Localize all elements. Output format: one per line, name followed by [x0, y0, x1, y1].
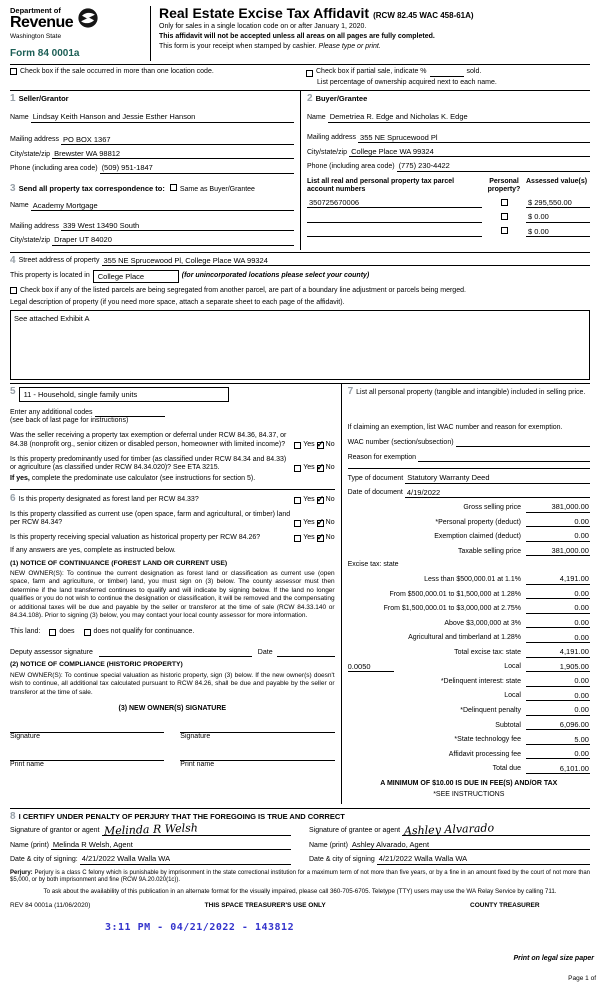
seller-address-label: Mailing address	[10, 136, 60, 144]
tax-label: Total excise tax: state	[454, 648, 521, 656]
tax-row-agricultural	[348, 633, 590, 643]
tax-value-input[interactable]: 381,000.00	[526, 546, 590, 556]
exemption-deferral-question	[10, 432, 335, 450]
tax-label: Gross selling price	[463, 503, 521, 511]
multi-location-checkbox[interactable]	[10, 68, 17, 75]
seller-column	[10, 91, 300, 249]
tax-row-processing-fee	[348, 749, 590, 759]
current-use-yes-checkbox[interactable]	[294, 520, 301, 527]
certify-statement: I CERTIFY UNDER PENALTY OF PERJURY THAT THE FOREGOING IS TRUE AND CORRECT	[18, 811, 345, 821]
tax-row-exemption-deduct	[348, 531, 590, 541]
treasurer-space-label: THIS SPACE TREASURER'S USE ONLY	[204, 902, 326, 910]
tax-value-input[interactable]: 0.00	[526, 749, 590, 759]
segregated-label: Check box if any of the listed parcels are being segregated from another parcel, are part of a boundary line adjustment or parcels being merged.	[20, 287, 466, 295]
tax-label: Taxable selling price	[457, 547, 521, 555]
notice-compliance-title: (2) NOTICE OF COMPLIANCE (HISTORIC PROPERTY)	[10, 661, 183, 669]
if-yes-note	[10, 475, 335, 484]
footer-bar	[10, 902, 590, 910]
yes-label: Yes	[303, 440, 315, 448]
buyer-csz-label: City/state/zip	[307, 148, 348, 156]
grantor-print-name-input[interactable]: Melinda R Welsh, Agent	[51, 840, 291, 850]
section-4-number: 4	[10, 255, 16, 267]
tax-row-technology-fee	[348, 735, 590, 745]
partial-sale-checkbox[interactable]	[306, 70, 313, 77]
tax-label: From $1,500,000.01 to $3,000,000 at 2.75%	[383, 605, 521, 613]
agency-state-label: Washington State	[10, 33, 62, 41]
if-yes-bold: If yes,	[10, 475, 30, 483]
buyer-name-input[interactable]: Demetriea R. Edge and Nicholas K. Edge	[328, 112, 590, 122]
tax-row-delinquent-interest-state	[348, 676, 590, 686]
tax-value-input[interactable]: 0.00	[526, 633, 590, 643]
minimum-due-note: A MINIMUM OF $10.00 IS DUE IN FEE(S) AND/OR TAX	[380, 780, 558, 788]
seller-phone-label: Phone (including area code)	[10, 165, 98, 173]
owner-signature-lines	[10, 724, 335, 742]
grantor-date-city-input[interactable]: 4/21/2022 Walla Walla WA	[80, 854, 291, 864]
deputy-assessor-label: Deputy assessor signature	[10, 648, 93, 656]
document-type-input[interactable]: Statutory Warranty Deed	[405, 473, 590, 483]
no-label: No	[325, 440, 335, 448]
buyer-address-input[interactable]: 355 NE Sprucewood Pl	[358, 133, 590, 143]
tax-row-tier1	[348, 574, 590, 584]
exemption-deferral-question-text: Was the seller receiving a property tax exemption or deferral under RCW 84.36, 84.37, or 84.38 (nonprofit org., senior citizen or disabled person, homeowner with limited income)?	[10, 432, 287, 448]
yes-label: Yes	[303, 534, 315, 542]
tax-row-delinquent-penalty	[348, 705, 590, 715]
deputy-assessor-row	[10, 648, 335, 657]
timber-agriculture-question-text: Is this property predominantly used for timber (as classified under RCW 84.34 and 84.33) or agriculture (as classified under RCW 84.34.020)? See ETA 3215.	[10, 455, 287, 472]
header-note-3-emphasis: Please type or print.	[318, 43, 381, 50]
parcel-row	[307, 227, 590, 237]
revenue-logo-icon	[77, 7, 99, 29]
grantee-signature-script: Ashley Alvarado	[403, 820, 495, 838]
parcel-table-header	[307, 178, 590, 194]
perjury-notice	[10, 870, 590, 886]
street-address-label: Street address of property	[18, 257, 100, 265]
correspondence-csz-label: City/state/zip	[10, 236, 51, 244]
excise-tax-state-subhead	[348, 561, 590, 570]
grantor-signature-script: Melinda R Welsh	[103, 820, 198, 838]
section-2-title: Buyer/Grantee	[315, 94, 368, 104]
personal-property-list-label: List all personal property (tangible and intangible) included in selling price.	[356, 388, 586, 396]
section-5	[10, 387, 335, 484]
cashier-stamp: 3:11 PM - 04/21/2022 - 143812	[105, 922, 295, 934]
tax-label: Total due	[492, 765, 521, 773]
tax-label: Excise tax: state	[347, 561, 399, 569]
section-5-number: 5	[10, 385, 16, 397]
tax-row-tier3	[348, 603, 590, 613]
parcel-number-input[interactable]: 350725670006	[307, 198, 482, 208]
section-8	[10, 808, 590, 865]
owner-signature-input[interactable]	[10, 724, 164, 733]
grantor-print-name-label: Name (print)	[10, 841, 49, 849]
tax-label: *Personal property (deduct)	[435, 518, 521, 526]
grantor-signature-block	[10, 820, 291, 865]
same-as-buyer-checkbox[interactable]	[170, 184, 177, 191]
parties-region	[10, 91, 590, 249]
personal-property-header: Personal property?	[487, 177, 521, 193]
agency-block	[10, 6, 150, 61]
forest-land-question-text: Is this property designated as forest land per RCW 84.33?	[18, 495, 199, 503]
page-number: Page 1 of	[568, 974, 596, 982]
tax-label: Exemption claimed (deduct)	[434, 533, 521, 541]
section-6-number: 6	[10, 492, 16, 504]
tax-row-delinquent-interest-local	[348, 691, 590, 701]
grantee-signature-label: Signature of grantee or agent	[309, 827, 401, 835]
seller-phone-input[interactable]: (509) 951-1847	[100, 163, 294, 173]
signature-label: Signature	[10, 732, 40, 740]
tax-label: Subtotal	[495, 721, 521, 729]
print-legal-size-note: Print on legal size paper	[513, 955, 594, 963]
owner-print-name-lines	[10, 752, 335, 770]
form-number: Form 84 0001a	[10, 48, 80, 60]
tax-row-gross	[348, 502, 590, 512]
personal-property-checkbox[interactable]	[501, 213, 508, 220]
county-treasurer-label: COUNTY TREASURER	[470, 902, 540, 910]
owner-signature-input[interactable]	[180, 724, 334, 733]
grantor-signature-input[interactable]	[102, 820, 291, 838]
document-date-input[interactable]: 4/19/2022	[405, 488, 590, 498]
additional-codes-label: Enter any additional codes	[10, 408, 93, 416]
no-label: No	[325, 495, 335, 503]
located-in-label: This property is located in	[10, 272, 90, 280]
document-date-label: Date of document	[347, 489, 403, 497]
tax-label: Affidavit processing fee	[448, 750, 521, 758]
parcel-number-input[interactable]	[307, 214, 482, 223]
header-note-1: Only for sales in a single location code on or after January 1, 2020.	[159, 22, 367, 30]
tax-value-input[interactable]: 6,096.00	[526, 720, 590, 730]
additional-codes-note: (see back of last page for instructions)	[10, 417, 129, 425]
no-label: No	[325, 464, 335, 472]
see-instructions-note: *SEE INSTRUCTIONS	[433, 790, 505, 798]
correspondence-name-input[interactable]: Academy Mortgage	[31, 201, 294, 211]
header-note-3	[159, 43, 590, 52]
grantor-signature-label: Signature of grantor or agent	[10, 827, 100, 835]
exemption-deferral-yes-checkbox[interactable]	[294, 442, 301, 449]
partial-sale-percent-input[interactable]	[430, 69, 464, 77]
grantee-print-name-label: Name (print)	[309, 841, 348, 849]
section-8-number: 8	[10, 810, 16, 822]
seller-name-input[interactable]: Lindsay Keith Hanson and Jessie Esther Hanson	[31, 112, 294, 122]
tax-label: *Delinquent penalty	[460, 707, 521, 715]
if-yes-rest: complete the predominate use calculator (see instructions for section 5).	[31, 475, 256, 483]
tax-label: *Delinquent interest: state	[440, 677, 521, 685]
does-label: does	[59, 627, 75, 635]
does-not-label: does not qualify for continuance.	[93, 627, 195, 635]
right-column	[341, 384, 590, 804]
legal-description-input[interactable]: See attached Exhibit A	[10, 310, 590, 380]
exemption-deferral-no-checkbox[interactable]	[317, 442, 324, 449]
no-label: No	[325, 534, 335, 542]
buyer-address-label: Mailing address	[307, 134, 357, 142]
yes-label: Yes	[303, 464, 315, 472]
timber-agriculture-yes-checkbox[interactable]	[294, 465, 301, 472]
tax-value-input[interactable]: 4,191.00	[526, 574, 590, 584]
timber-agriculture-no-checkbox[interactable]	[317, 465, 324, 472]
this-land-label: This land:	[10, 627, 41, 635]
deputy-assessor-signature-input[interactable]	[99, 648, 252, 657]
owner-print-name-input[interactable]	[10, 752, 164, 761]
timber-agriculture-question	[10, 456, 335, 474]
historic-no-checkbox[interactable]	[317, 535, 324, 542]
correspondence-csz-input[interactable]: Draper UT 84020	[52, 235, 294, 245]
exemption-reason-input[interactable]	[418, 453, 590, 462]
correspondence-address-input[interactable]: 339 West 13490 South	[61, 221, 294, 231]
personal-property-list-input[interactable]	[348, 398, 590, 424]
answers-yes-note: If any answers are yes, complete as instructed below.	[10, 546, 176, 554]
segregated-checkbox[interactable]	[10, 287, 17, 294]
tax-computation	[348, 468, 590, 799]
top-checkbox-row	[10, 65, 590, 92]
section-2-number: 2	[307, 93, 313, 105]
notice-continuance-title: (1) NOTICE OF CONTINUANCE (FOREST LAND OR CURRENT USE)	[10, 559, 228, 567]
historic-yes-checkbox[interactable]	[294, 535, 301, 542]
document-type-label: Type of document	[347, 475, 404, 483]
rev-number: REV 84 0001a (11/06/2020)	[10, 902, 91, 910]
tax-label: Agricultural and timberland at 1.28%	[408, 634, 521, 642]
correspondence-name-label: Name	[10, 202, 29, 210]
owner-print-name-input[interactable]	[180, 752, 334, 761]
multi-location-label: Check box if the sale occurred in more than one location code.	[20, 67, 214, 75]
tax-value-input[interactable]: 6,101.00	[526, 764, 590, 774]
tax-label: Less than $500,000.01 at 1.1%	[424, 575, 521, 583]
street-address-input[interactable]: 355 NE Sprucewood Pl, College Place WA 99324	[102, 256, 591, 266]
deputy-date-label: Date	[257, 648, 273, 656]
no-label: No	[325, 519, 335, 527]
section-3-header	[10, 184, 294, 195]
grantee-date-city-input[interactable]: 4/21/2022 Walla Walla WA	[377, 854, 590, 864]
yes-label: Yes	[303, 495, 315, 503]
form-title-rcw: (RCW 82.45 WAC 458-61A)	[373, 11, 474, 20]
grantee-signature-input[interactable]	[402, 820, 590, 838]
agency-dept-of-label: Department of	[10, 6, 61, 15]
section-7-number: 7	[347, 385, 354, 397]
tax-row-total-due	[348, 764, 590, 774]
parcel-number-input[interactable]	[307, 228, 482, 237]
forest-land-question	[10, 494, 335, 505]
tax-label: Above $3,000,000 at 3%	[444, 619, 521, 627]
tax-row-total-state	[348, 647, 590, 657]
section-1-number: 1	[10, 93, 16, 105]
same-as-buyer-label: Same as Buyer/Grantee	[179, 185, 255, 193]
current-use-no-checkbox[interactable]	[317, 520, 324, 527]
header-note-3-text: This form is your receipt when stamped by cashier.	[159, 43, 317, 50]
tax-row-local	[348, 662, 590, 672]
tax-row-taxable	[348, 546, 590, 556]
parcel-numbers-header: List all real and personal property tax parcel account numbers	[307, 177, 455, 193]
land-does-not-checkbox[interactable]	[84, 629, 91, 636]
partial-sale-label: Check box if partial sale, indicate %	[316, 67, 427, 75]
forest-land-no-checkbox[interactable]	[317, 497, 324, 504]
grantee-signature-block	[309, 820, 590, 865]
tax-label: From $500,000.01 to $1,500,000 at 1.28%	[389, 590, 521, 598]
section-6	[10, 489, 335, 770]
assessed-value-input[interactable]: $ 0.00	[526, 227, 590, 237]
location-select[interactable]: College Place	[93, 270, 179, 283]
correspondence-label: Send all property tax correspondence to:	[18, 183, 165, 193]
tax-value-input[interactable]: 0.00	[526, 691, 590, 701]
forest-land-yes-checkbox[interactable]	[294, 497, 301, 504]
located-in-note: (for unincorporated locations please select your county)	[181, 272, 370, 280]
land-does-checkbox[interactable]	[49, 629, 56, 636]
partial-sale-label-suffix: sold.	[466, 67, 482, 75]
current-use-question-text: Is this property classified as current use (open space, farm and agricultural, or timber) land per RCW 84.34?	[10, 510, 291, 527]
local-rate-input[interactable]: 0.0050	[348, 662, 394, 672]
land-qualify-row	[10, 628, 335, 637]
deputy-date-input[interactable]	[277, 648, 335, 657]
tax-value-input[interactable]: 0.00	[526, 603, 590, 613]
header-note-2: This affidavit will not be accepted unless all areas on all pages are fully completed.	[159, 32, 435, 40]
new-owners-signature-header: (3) NEW OWNER(S) SIGNATURE	[118, 705, 227, 713]
notice-compliance-body: NEW OWNER(S): To continue special valuation as historic property, sign (3) below. If the new owner(s) doesn't wish to continue, all additional tax calculated pursuant to RCW 84.26, shall be due and payable by the seller or transferor at the time of sale.	[10, 671, 335, 696]
form-title: Real Estate Excise Tax Affidavit	[159, 5, 370, 21]
perjury-bold: Perjury:	[10, 869, 33, 876]
parcel-row	[307, 198, 590, 208]
tax-row-personal-deduct	[348, 517, 590, 527]
section-1-title: Seller/Grantor	[18, 94, 69, 104]
perjury-text: Perjury is a class C felony which is punishable by imprisonment in the state correctional institution for a maximum term of not more than five years, or by a fine in an amount fixed by the court of not more than $5,000, or by both imprisonment and fine (RCW 9A.20.020(1c)).	[10, 869, 590, 884]
historic-property-question	[10, 534, 335, 543]
grantee-date-city-label: Date & city of signing	[309, 855, 375, 863]
main-region	[10, 383, 590, 804]
section-4	[10, 252, 590, 380]
buyer-column	[300, 91, 590, 249]
wac-number-input[interactable]	[456, 438, 590, 447]
title-block	[150, 6, 590, 61]
tax-value-input[interactable]: 5.00	[526, 735, 590, 745]
tax-value-input[interactable]: 0.00	[526, 531, 590, 541]
buyer-name-label: Name	[307, 113, 326, 121]
wac-number-label: WAC number (section/subsection)	[347, 438, 454, 446]
tax-value-input[interactable]: 1,905.00	[526, 662, 590, 672]
form-header	[10, 6, 590, 65]
agency-wordmark	[10, 6, 73, 32]
tax-row-tier2	[348, 589, 590, 599]
current-use-question	[10, 511, 335, 529]
buyer-phone-input[interactable]: (775) 230-4422	[397, 161, 590, 171]
tax-value-input[interactable]: 4,191.00	[526, 647, 590, 657]
personal-property-checkbox[interactable]	[501, 199, 508, 206]
yes-label: Yes	[303, 519, 315, 527]
additional-codes-input[interactable]	[95, 408, 165, 417]
seller-name-label: Name	[10, 113, 29, 121]
assessed-value-input[interactable]: $ 295,550.00	[526, 198, 590, 208]
land-use-code-select[interactable]: 11 - Household, single family units	[19, 387, 229, 402]
tax-value-input[interactable]: 0.00	[526, 705, 590, 715]
parcel-row	[307, 212, 590, 222]
correspondence-address-label: Mailing address	[10, 222, 60, 230]
parcel-table	[307, 178, 590, 237]
buyer-csz-input[interactable]: College Place WA 99324	[349, 147, 590, 157]
seller-csz-input[interactable]: Brewster WA 98812	[52, 149, 294, 159]
grantee-print-name-input[interactable]: Ashley Alvarado, Agent	[350, 840, 590, 850]
ownership-percent-note: List percentage of ownership acquired next to each name.	[317, 78, 497, 86]
exemption-claim-note: If claiming an exemption, list WAC number and reason for exemption.	[347, 423, 563, 431]
section-7	[348, 387, 590, 463]
assessed-value-header: Assessed value(s)	[526, 177, 588, 185]
tax-value-input[interactable]: 0.00	[526, 589, 590, 599]
exemption-reason-label: Reason for exemption	[347, 453, 417, 461]
agency-name-label: Revenue	[10, 14, 74, 32]
section-3-number: 3	[10, 182, 16, 194]
left-column	[10, 384, 341, 804]
legal-description-label: Legal description of property (if you need more space, attach a separate sheet to each page of the affidavit).	[10, 299, 345, 307]
tax-value-input[interactable]: 381,000.00	[526, 502, 590, 512]
seller-csz-label: City/state/zip	[10, 150, 51, 158]
print-name-label: Print name	[10, 760, 44, 768]
alternate-format-notice: To ask about the availability of this publication in an alternate format for the visually impaired, please call 360-705-6705. Teletype (TTY) users may use the WA Relay Service by calling 711.	[43, 888, 557, 896]
tax-label: Local	[504, 692, 521, 700]
seller-address-input[interactable]: PO BOX 1367	[61, 135, 294, 145]
assessed-value-input[interactable]: $ 0.00	[526, 212, 590, 222]
print-name-label: Print name	[180, 760, 215, 768]
tax-label: *State technology fee	[454, 736, 521, 744]
notice-continuance-body: NEW OWNER(S): To continue the current designation as forest land or classification as current use (open space, farm and agriculture, or timber) land, you must sign on (3) below. The county assessor must then determine if the land transferred continues to qualify and will indicate by signing below. If the land no longer qualifies or you do not wish to continue the designation or classification, it will be removed and the compensating or additional taxes will be due and payable by the seller or transferor at the time of sale (RCW 84.33.140 or 84.34.108). Prior to signing (3) below, you may contact your local county assessor for more information.	[10, 570, 335, 620]
tax-value-input[interactable]: 0.00	[526, 618, 590, 628]
tax-row-subtotal	[348, 720, 590, 730]
grantor-date-city-label: Date & city of signing:	[10, 855, 78, 863]
historic-property-question-text: Is this property receiving special valuation as historical property per RCW 84.26?	[10, 534, 261, 542]
tax-row-tier4	[348, 618, 590, 628]
personal-property-checkbox[interactable]	[501, 227, 508, 234]
tax-label: Local	[504, 663, 521, 671]
signature-label: Signature	[180, 732, 211, 740]
tax-value-input[interactable]: 0.00	[526, 517, 590, 527]
buyer-phone-label: Phone (including area code)	[307, 163, 395, 171]
tax-value-input[interactable]: 0.00	[526, 676, 590, 686]
